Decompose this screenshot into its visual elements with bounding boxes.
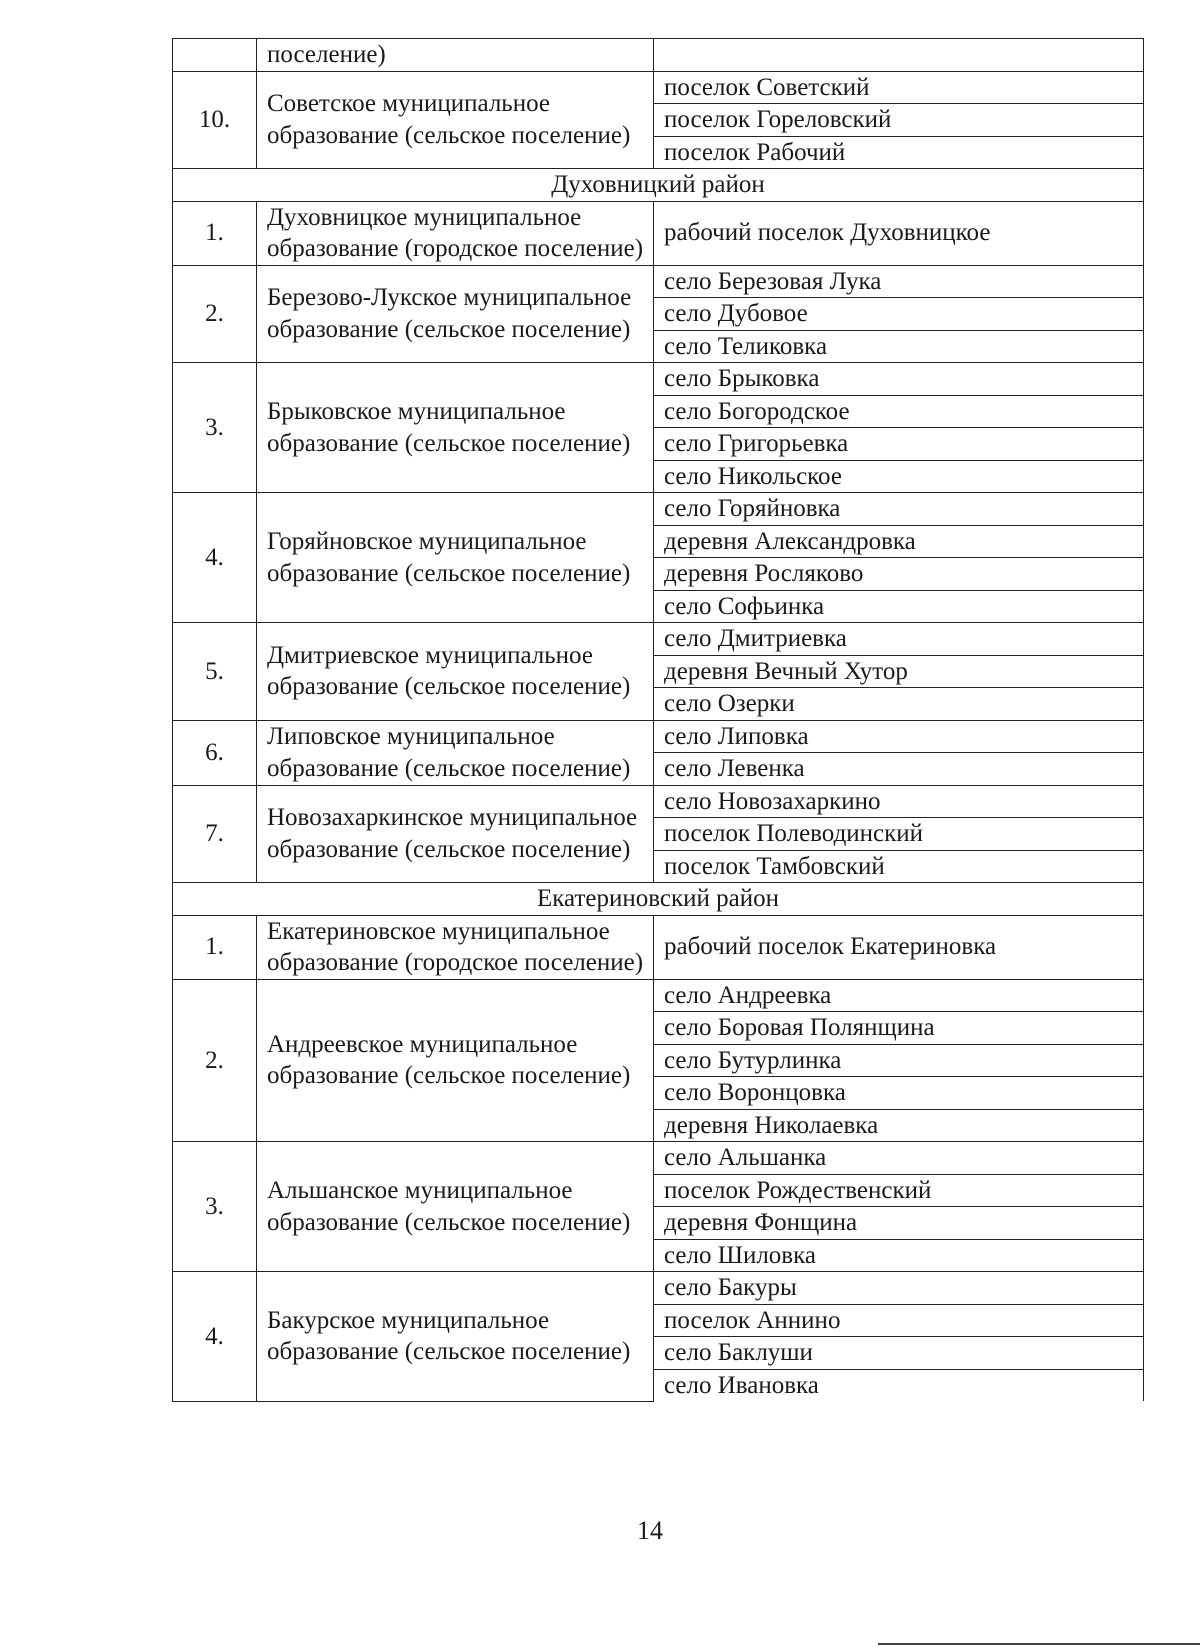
district-row [173,169,1144,202]
entry-number-cell: 7. [173,785,257,883]
entry-number-cell: 1. [173,915,257,979]
settlements-table [172,38,1144,1402]
settlement-cell: поселок Советский [654,71,1144,104]
municipality-name-cell: Брыковское муниципальное образование (сельское поселение) [257,363,654,493]
entry-number-cell: 2. [173,265,257,363]
settlement-row [173,785,1144,818]
settlement-cell: рабочий поселок Духовницкое [654,201,1144,265]
municipality-name-cell: Альшанское муниципальное образование (сельское поселение) [257,1142,654,1272]
settlement-row [173,1272,1144,1305]
entry-number-cell: 3. [173,1142,257,1272]
settlement-cell: деревня Росляково [654,558,1144,591]
settlement-cell: село Левенка [654,753,1144,786]
district-row [173,883,1144,916]
entry-number-cell: 4. [173,493,257,623]
settlement-row [173,265,1144,298]
settlement-cell: поселок Рабочий [654,136,1144,169]
settlement-cell: село Брыковка [654,363,1144,396]
settlement-cell: поселок Полеводинский [654,818,1144,851]
settlement-cell: село Богородское [654,395,1144,428]
settlement-row [173,493,1144,526]
municipality-name-cell: Екатериновское муниципальное образование (городское поселение) [257,915,654,979]
settlement-cell: село Бакуры [654,1272,1144,1305]
settlement-cell [654,39,1144,72]
settlement-cell: село Альшанка [654,1142,1144,1175]
settlement-cell: поселок Тамбовский [654,850,1144,883]
settlement-cell: деревня Вечный Хутор [654,655,1144,688]
settlement-cell: рабочий поселок Екатериновка [654,915,1144,979]
settlement-cell: село Воронцовка [654,1077,1144,1110]
entry-number-cell: 5. [173,623,257,721]
municipality-name-cell: Новозахаркинское муниципальное образование (сельское поселение) [257,785,654,883]
continuation-name-cell: поселение) [257,39,654,72]
settlement-cell: село Теликовка [654,330,1144,363]
entry-number-cell: 4. [173,1272,257,1402]
municipality-name-cell: Духовницкое муниципальное образование (городское поселение) [257,201,654,265]
district-heading: Духовницкий район [173,169,1144,202]
municipality-name-cell: Дмитриевское муниципальное образование (сельское поселение) [257,623,654,721]
page-number: 14 [637,1516,663,1545]
settlement-cell: село Ивановка [654,1369,1144,1401]
municipality-name-cell: Андреевское муниципальное образование (сельское поселение) [257,979,654,1142]
settlement-cell: поселок Аннино [654,1304,1144,1337]
entry-number-cell: 3. [173,363,257,493]
settlement-row [173,979,1144,1012]
settlement-cell: село Дмитриевка [654,623,1144,656]
table-body [173,39,1144,1402]
entry-number-cell: 1. [173,201,257,265]
settlement-cell: село Бутурлинка [654,1044,1144,1077]
footer-rule [878,1643,1200,1645]
municipality-name-cell: Березово-Лукское муниципальное образование (сельское поселение) [257,265,654,363]
settlement-cell: село Горяйновка [654,493,1144,526]
entry-number-cell: 10. [173,71,257,169]
settlement-cell: село Баклуши [654,1337,1144,1370]
district-heading: Екатериновский район [173,883,1144,916]
settlement-row [173,915,1144,979]
settlement-cell: село Григорьевка [654,428,1144,461]
settlement-row [173,1142,1144,1175]
entry-number-cell: 2. [173,979,257,1142]
entry-number-cell: 6. [173,720,257,785]
settlement-cell: село Софьинка [654,590,1144,623]
settlement-cell: поселок Рождественский [654,1174,1144,1207]
settlement-cell: село Дубовое [654,298,1144,331]
settlement-row [173,623,1144,656]
municipality-name-cell: Горяйновское муниципальное образование (сельское поселение) [257,493,654,623]
municipality-name-cell: Липовское муниципальное образование (сельское поселение) [257,720,654,785]
settlement-row [173,201,1144,265]
entry-number-cell [173,39,257,72]
settlement-cell: деревня Александровка [654,525,1144,558]
settlement-cell: село Озерки [654,688,1144,721]
continuation-row [173,39,1144,72]
settlement-cell: деревня Николаевка [654,1109,1144,1142]
settlement-row [173,720,1144,753]
settlement-cell: село Новозахаркино [654,785,1144,818]
municipality-name-cell: Бакурское муниципальное образование (сельское поселение) [257,1272,654,1402]
settlement-cell: село Березовая Лука [654,265,1144,298]
settlement-row [173,363,1144,396]
settlement-cell: село Андреевка [654,979,1144,1012]
municipality-name-cell: Советское муниципальное образование (сельское поселение) [257,71,654,169]
settlement-cell: поселок Гореловский [654,104,1144,137]
settlement-cell: село Шиловка [654,1239,1144,1272]
settlement-cell: село Никольское [654,460,1144,493]
settlement-cell: село Боровая Полянщина [654,1012,1144,1045]
settlement-cell: деревня Фонщина [654,1207,1144,1240]
settlement-cell: село Липовка [654,720,1144,753]
settlement-row [173,71,1144,104]
